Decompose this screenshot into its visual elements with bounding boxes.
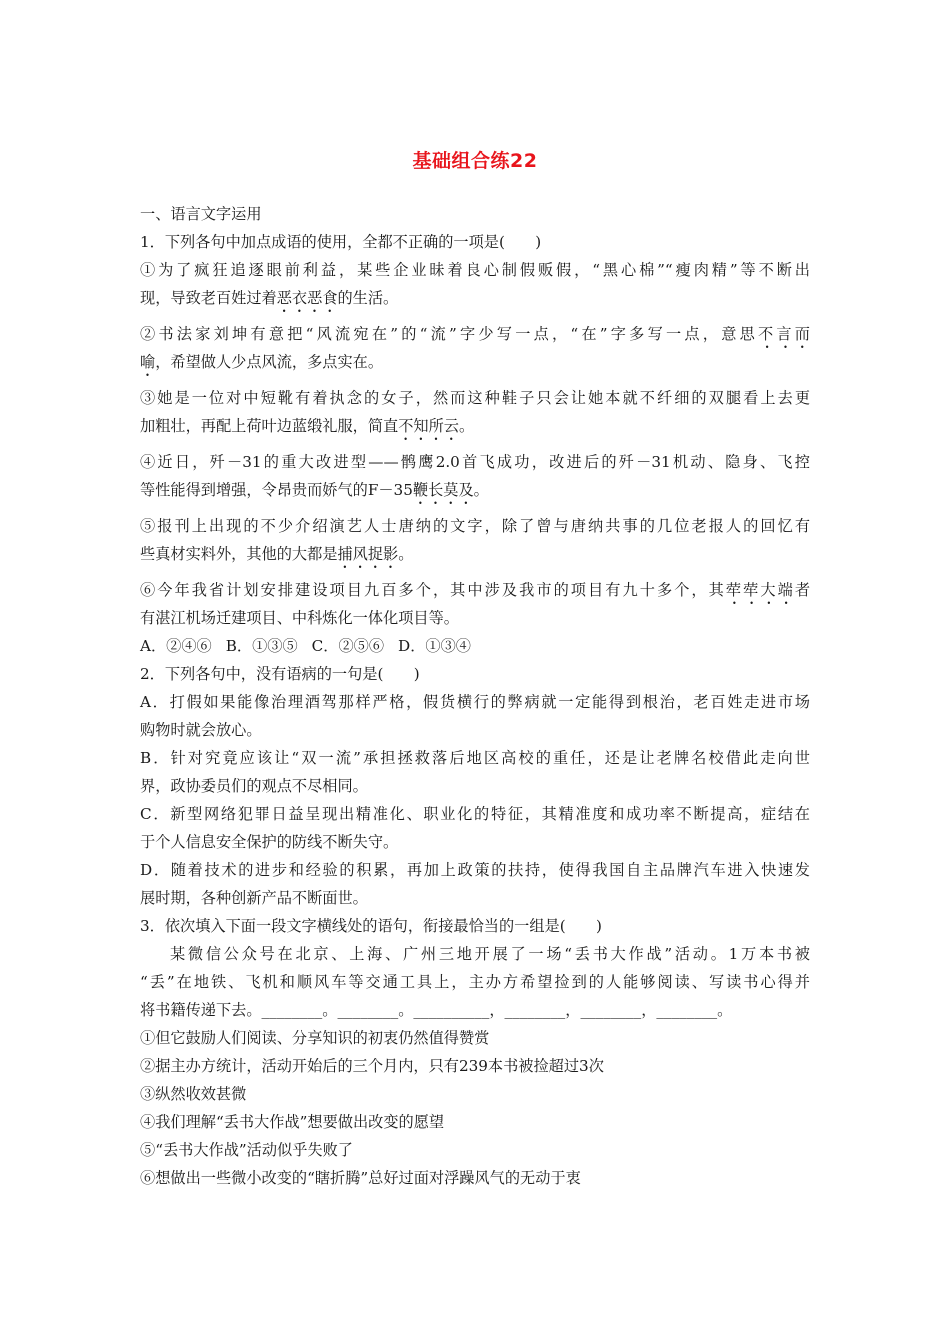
q1-sentence-6: ⑥今年我省计划安排建设项目九百多个，其中涉及我市的项目有九十多个，其荦荦大端者 有湛江机场迁建项目、中科炼化一体化项目等。 xyxy=(140,581,811,627)
option-d: D．①③④ xyxy=(398,637,471,655)
q1-sentence-5: ⑤报刊上出现的不少介绍演艺人士唐纳的文字，除了曾与唐纳共事的几位老报人的回忆有 些真材实料外，其他的大都是捕风捉影。 xyxy=(140,517,810,563)
emphasized-idiom: 荦荦大端 xyxy=(725,581,795,599)
question-1-stem: 1．下列各句中加点成语的使用，全都不正确的一项是( ) xyxy=(140,233,542,251)
document-body xyxy=(140,200,810,1192)
page-title: 基础组合练22 xyxy=(412,150,538,172)
q1-sentence-4: ④近日，歼－31的重大改进型——鹘鹰2.0首飞成功，改进后的歼－31机动、隐身、飞控 等性能得到增强，令昂贵而娇气的F－35鞭长莫及。 xyxy=(140,453,810,499)
question-2-stem: 2．下列各句中，没有语病的一句是( ) xyxy=(140,665,420,683)
statement-item: ④我们理解“丢书大作战”想要做出改变的愿望 xyxy=(140,1113,445,1131)
question-3-stem: 3．依次填入下面一段文字横线处的语句，衔接最恰当的一组是( ) xyxy=(140,917,602,935)
statement-item: ⑤“丢书大作战”活动似乎失败了 xyxy=(140,1141,353,1159)
section-heading: 一、语言文字运用 xyxy=(140,205,262,223)
emphasized-idiom: 不言而 xyxy=(758,325,810,343)
emphasized-idiom: 不知所云 xyxy=(398,417,459,435)
emphasized-idiom: 恶衣恶食 xyxy=(276,289,338,307)
emphasized-idiom: 喻 xyxy=(140,353,156,371)
option-a: A．②④⑥ xyxy=(140,637,212,655)
q2-option-d: D．随着技术的进步和经验的积累，再加上政策的扶持，使得我国自主品牌汽车进入快速发 展时期，各种创新产品不断面世。 xyxy=(140,861,810,907)
emphasized-idiom: 鞭长莫及 xyxy=(412,481,474,499)
q1-sentence-3: ③她是一位对中短靴有着执念的女子，然而这种鞋子只会让她本就不纤细的双腿看上去更 加粗壮，再配上荷叶边蓝缎礼服，简直不知所云。 xyxy=(140,389,810,435)
q3-passage: 某微信公众号在北京、上海、广州三地开展了一场“丢书大作战”活动。1万本书被 “丢”在地铁、飞机和顺风车等交通工具上，主办方希望捡到的人能够阅读、写读书心得并 将书籍传递下去。________。________。__________，________，________，________。 xyxy=(140,945,810,1019)
q2-option-a: A．打假如果能像治理酒驾那样严格，假货横行的弊病就一定能得到根治，老百姓走进市场 购物时就会放心。 xyxy=(140,693,810,739)
emphasized-idiom: 捕风捉影 xyxy=(337,545,399,563)
q1-options xyxy=(140,632,810,660)
statement-item: ①但它鼓励人们阅读、分享知识的初衷仍然值得赞赏 xyxy=(140,1029,490,1047)
statement-item: ③纵然收效甚微 xyxy=(140,1085,247,1103)
q3-statements xyxy=(140,1024,810,1192)
option-c: C．②⑤⑥ xyxy=(311,637,385,655)
q1-sentence-1: ①为了疯狂追逐眼前利益，某些企业昧着良心制假贩假，“黑心棉”“瘦肉精”等不断出 现，导致老百姓过着恶衣恶食的生活。 xyxy=(140,261,810,307)
q2-option-c: C．新型网络犯罪日益呈现出精准化、职业化的特征，其精准度和成功率不断提高，症结在 于个人信息安全保护的防线不断失守。 xyxy=(140,805,810,851)
q1-sentence-2: ②书法家刘坤有意把“风流宛在”的“流”字少写一点，“在”字多写一点，意思不言而 喻，希望做人少点风流，多点实在。 xyxy=(140,325,810,371)
q2-option-b: B．针对究竟应该让“双一流”承担拯救落后地区高校的重任，还是让老牌名校借此走向世 界，政协委员们的观点不尽相同。 xyxy=(140,749,810,795)
statement-item: ⑥想做出一些微小改变的“瞎折腾”总好过面对浮躁风气的无动于衷 xyxy=(140,1169,581,1187)
option-b: B．①③⑤ xyxy=(225,637,298,655)
statement-item: ②据主办方统计，活动开始后的三个月内，只有239本书被捡超过3次 xyxy=(140,1057,604,1075)
